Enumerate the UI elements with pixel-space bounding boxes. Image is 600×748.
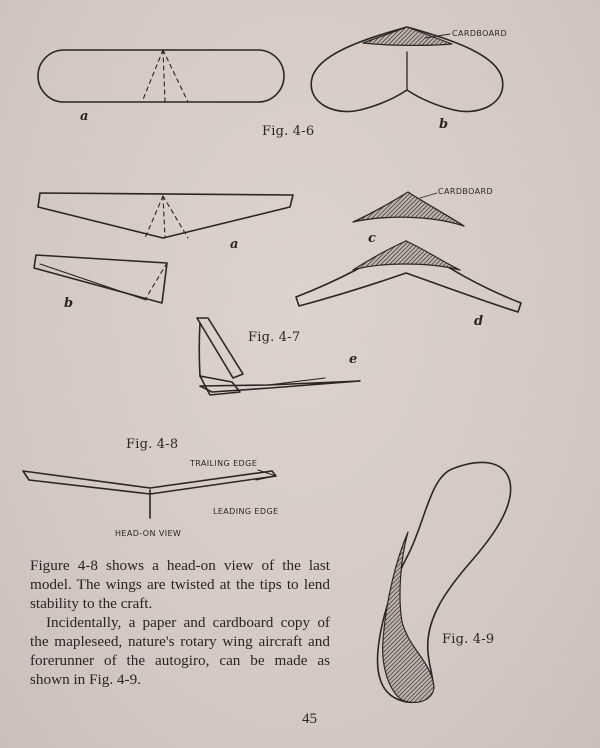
fig-4-7-label-d: d [474, 314, 484, 329]
fig-4-7-cardboard-callout: CARDBOARD [438, 187, 494, 196]
fig-4-6-a-paper-strip [38, 50, 284, 102]
fig-4-7-b-folded-wing [34, 255, 167, 303]
fig-4-7-label-e: e [349, 352, 358, 367]
paragraph-2: Incidentally, a paper and cardboard copy of the mapleseed, nature's rotary wing aircraft and forerunner of the autogiro, can be made as shown in Fig. 4-9. [30, 614, 330, 688]
fig-4-9-mapleseed [378, 462, 511, 702]
fig-4-6-b-glider [311, 27, 503, 112]
fig-4-8-leading-edge-label: LEADING EDGE [213, 507, 279, 516]
body-text [30, 556, 330, 689]
paragraph-1: Figure 4-8 shows a head-on view of the last model. The wings are twisted at the tips to lend stability to the craft. [30, 557, 330, 612]
fig-4-8-caption: Fig. 4-8 [126, 437, 179, 452]
fig-4-6-cardboard-callout: CARDBOARD [452, 29, 508, 38]
fig-4-6-label-a: a [80, 109, 89, 124]
fig-4-7-c-cardboard [353, 192, 464, 226]
fig-4-7-label-a: a [230, 237, 239, 252]
fig-4-9-caption: Fig. 4-9 [442, 632, 495, 647]
fig-4-7-d-glider [296, 241, 521, 312]
page-number: 45 [302, 711, 317, 727]
fig-4-6-caption: Fig. 4-6 [262, 124, 315, 139]
fig-4-7-label-b: b [64, 296, 74, 311]
fig-4-6-label-b: b [439, 117, 449, 132]
fig-4-7-label-c: c [368, 231, 376, 246]
fig-4-7-a-wing [38, 193, 293, 238]
fig-4-8-trailing-edge-label: TRAILING EDGE [190, 459, 258, 468]
fig-4-8-head-on-view-label: HEAD-ON VIEW [115, 529, 182, 538]
fig-4-7-caption: Fig. 4-7 [248, 330, 301, 345]
